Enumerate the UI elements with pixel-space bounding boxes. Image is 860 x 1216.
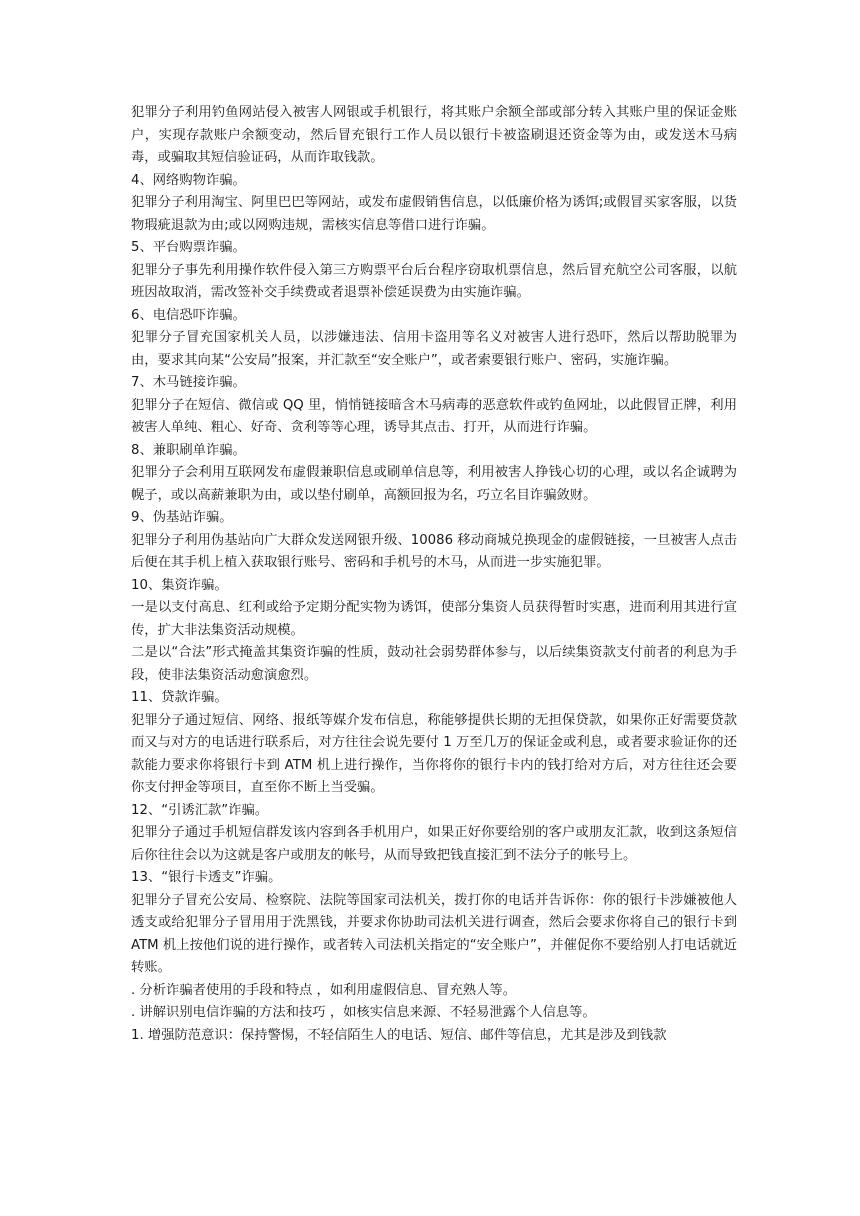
- paragraph-fundraising-fraud-2: 二是以“合法”形式掩盖其集资诈骗的性质，鼓动社会弱势群体参与，以后续集资款支付前者的利息为手段，使非法集资活动愈演愈烈。: [131, 645, 737, 683]
- heading-telecom-intimidation-fraud: 6、电信恐吓诈骗。: [131, 307, 246, 323]
- heading-loan-fraud: 11、贷款诈骗。: [131, 690, 228, 705]
- paragraph-fundraising-fraud-1: 一是以支付高息、红利或给予定期分配实物为诱饵，使部分集资人员获得暂时实惠，进而利用其进行宣传，扩大非法集资活动规模。: [131, 600, 737, 638]
- paragraph-fake-base-station-fraud: 犯罪分子利用伪基站向广大群众发送网银升级、10086 移动商城兑换现金的虚假链接，一旦被害人点击后便在其手机上植入获取银行账号、密码和手机号的木马，从而进一步实施犯罪。: [131, 532, 737, 570]
- heading-remittance-lure-fraud: 12、“引诱汇款”诈骗。: [131, 802, 269, 818]
- heading-trojan-link-fraud: 7、木马链接诈骗。: [131, 375, 246, 390]
- paragraph-phishing-bank: 犯罪分子利用钓鱼网站侵入被害人网银或手机银行，将其账户余额全部或部分转入其账户里的保证金账户，实现存款账户余额变动，然后冒充银行工作人员以银行卡被盗刷退还资金等为由，或发送木马病毒，或骗取其短信验证码，从而诈取钱款。: [131, 105, 737, 165]
- bullet-analyze-methods: . 分析诈骗者使用的手段和特点 ，如利用虚假信息、冒充熟人等。: [131, 982, 516, 998]
- paragraph-part-time-order-fraud: 犯罪分子会利用互联网发布虚假兼职信息或刷单信息等，利用被害人挣钱心切的心理，或以名企诚聘为幌子，或以高薪兼职为由，或以垫付刷单，高额回报为名，巧立名目诈骗敛财。: [131, 465, 737, 503]
- paragraph-trojan-link-fraud: 犯罪分子在短信、微信或 QQ 里，悄悄链接暗含木马病毒的恶意软件或钓鱼网址，以此假冒正牌，利用被害人单纯、粗心、好奇、贪利等等心理，诱导其点击、打开，从而进行诈骗。: [131, 397, 737, 435]
- bullet-identify-techniques: . 讲解识别电信诈骗的方法和技巧 ，如核实信息来源、不轻易泄露个人信息等。: [131, 1005, 596, 1020]
- paragraph-online-shopping-fraud: 犯罪分子利用淘宝、阿里巴巴等网站，或发布虚假销售信息，以低廉价格为诱饵;或假冒买家客服，以货物瑕疵退款为由;或以网购违规，需核实信息等借口进行诈骗。: [131, 195, 737, 233]
- paragraph-loan-fraud: 犯罪分子通过短信、网络、报纸等媒介发布信息，称能够提供长期的无担保贷款，如果你正好需要贷款而又与对方的电话进行联系后，对方往往会说先要付 1 万至几万的保证金或利息，或者要求验证你的还款能力要求你将银行卡到 ATM 机上进行操作，当你将你的银行卡内的钱打给对方后，对方往往还会要你支付押金等项目，直至你不断上当受骗。: [131, 712, 737, 795]
- heading-online-shopping-fraud: 4、网络购物诈骗。: [131, 172, 246, 188]
- paragraph-card-overdraft-fraud: 犯罪分子冒充公安局、检察院、法院等国家司法机关，拨打你的电话并告诉你：你的银行卡涉嫌被他人透支或给犯罪分子冒用用于洗黑钱，并要求你协助司法机关进行调查，然后会要求你将自己的银行卡到 ATM 机上按他们说的进行操作，或者转入司法机关指定的“安全账户”，并催促你不要给别人打电话就近转账。: [131, 892, 737, 975]
- document-body: [131, 102, 737, 1047]
- paragraph-ticket-platform-fraud: 犯罪分子事先利用操作软件侵入第三方购票平台后台程序窃取机票信息，然后冒充航空公司客服，以航班因故取消，需改签补交手续费或者退票补偿延误费为由实施诈骗。: [131, 262, 737, 300]
- heading-fundraising-fraud: 10、集资诈骗。: [131, 577, 228, 593]
- paragraph-remittance-lure-fraud: 犯罪分子通过手机短信群发该内容到各手机用户，如果正好你要给别的客户或朋友汇款，收到这条短信后你往往会以为这就是客户或朋友的帐号，从而导致把钱直接汇到不法分子的帐号上。: [131, 825, 737, 863]
- heading-card-overdraft-fraud: 13、“银行卡透支”诈骗。: [131, 870, 282, 885]
- heading-part-time-order-fraud: 8、兼职刷单诈骗。: [131, 442, 246, 458]
- heading-fake-base-station-fraud: 9、伪基站诈骗。: [131, 510, 233, 525]
- heading-ticket-platform-fraud: 5、平台购票诈骗。: [131, 240, 246, 255]
- list-item-awareness: 1. 增强防范意识：保持警惕，不轻信陌生人的电话、短信、邮件等信息，尤其是涉及到钱款: [131, 1027, 667, 1043]
- paragraph-telecom-intimidation-fraud: 犯罪分子冒充国家机关人员，以涉嫌违法、信用卡盗用等名义对被害人进行恐吓，然后以帮助脱罪为由，要求其向某“公安局”报案，并汇款至“安全账户”，或者索要银行账户、密码，实施诈骗。: [131, 330, 737, 368]
